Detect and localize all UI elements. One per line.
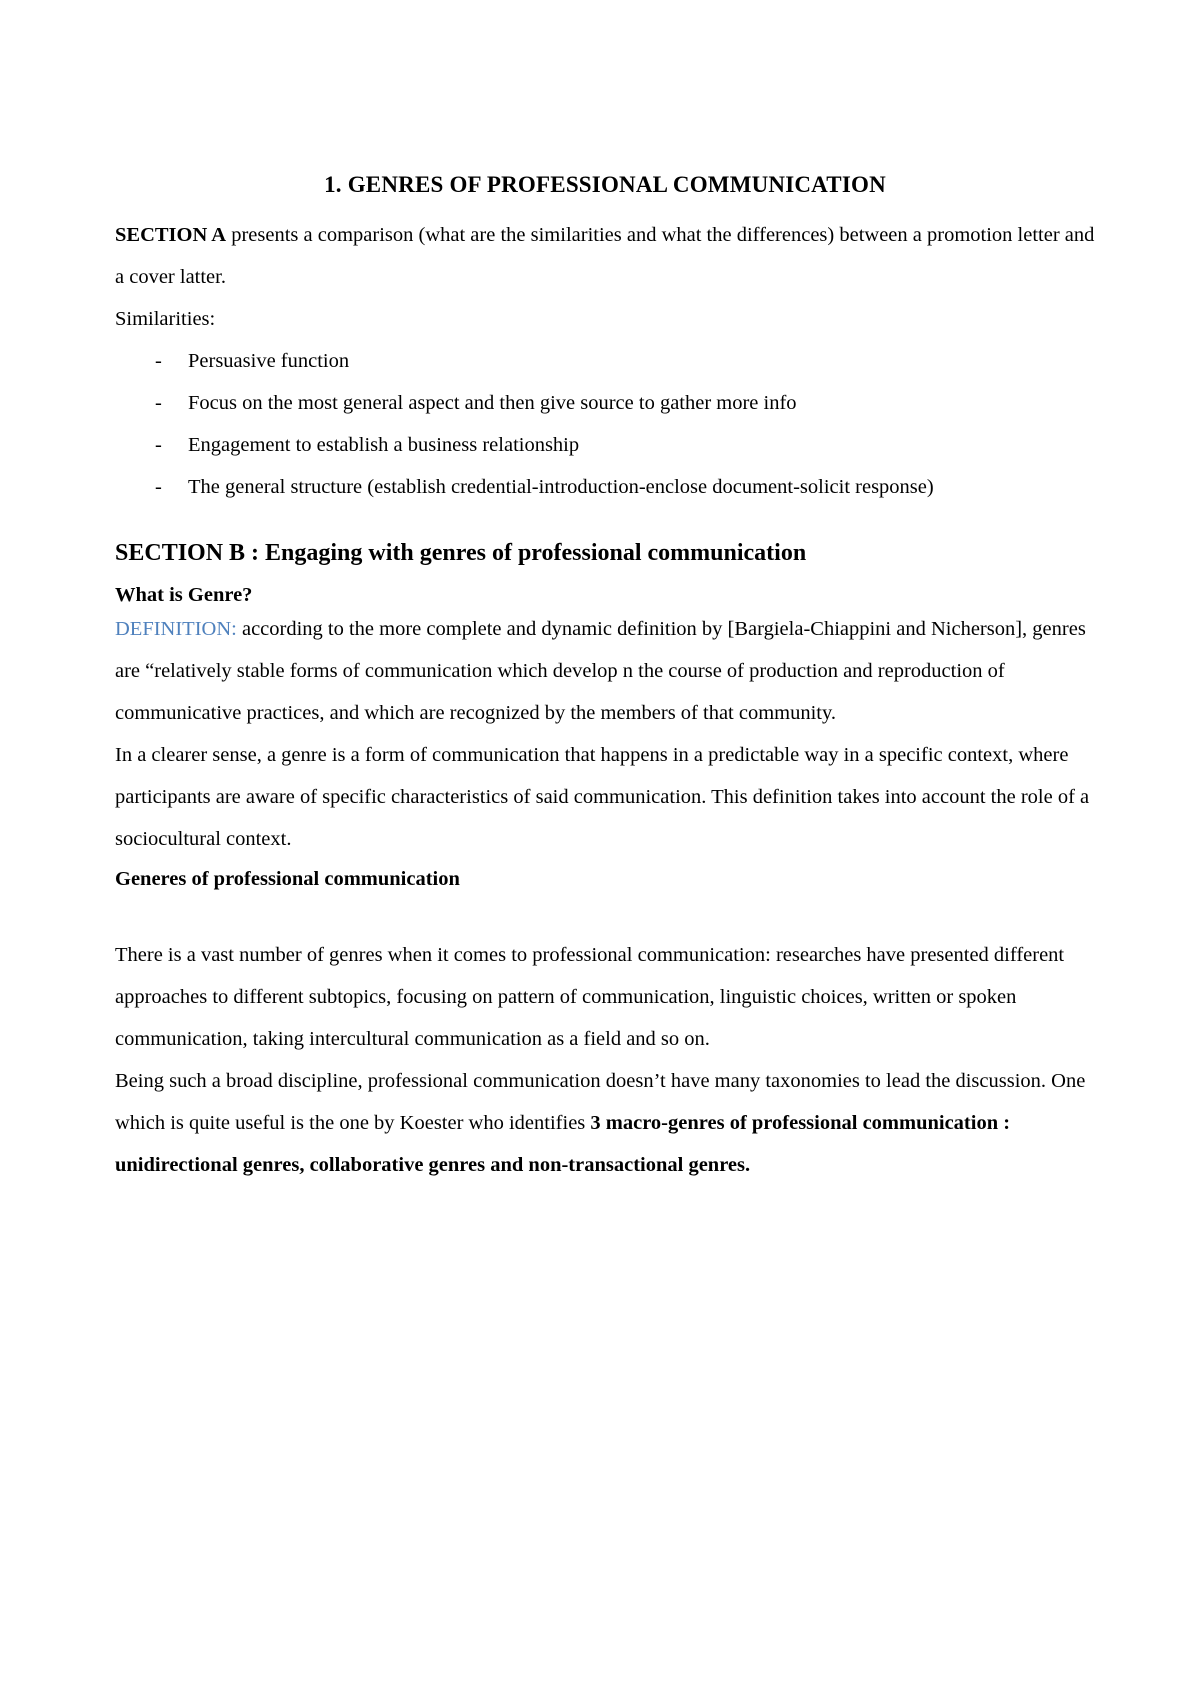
what-is-genre-heading: What is Genre? — [115, 584, 253, 606]
list-item-text: Engagement to establish a business relationship — [188, 434, 580, 456]
list-item — [115, 382, 1095, 424]
list-item — [115, 466, 1095, 508]
definition-label: DEFINITION: — [115, 618, 237, 640]
list-item-text: The general structure (establish credential-introduction-enclose document-solicit response) — [188, 476, 934, 498]
section-a-text: presents a comparison (what are the similarities and what the differences) between a promotion letter and a cover latter. — [115, 224, 1095, 288]
broad-discipline-paragraph — [115, 1060, 1095, 1186]
bullet-dash: - — [155, 392, 162, 414]
bullet-dash: - — [155, 476, 162, 498]
bullet-dash: - — [155, 434, 162, 456]
list-item-text: Focus on the most general aspect and then give source to gather more info — [188, 392, 797, 414]
clearer-sense-paragraph: In a clearer sense, a genre is a form of communication that happens in a predictable way in a specific context, where participants are aware of specific characteristics of said communication. This definition takes into account the role of a sociocultural context. — [115, 744, 1090, 850]
blank-line — [115, 892, 1095, 934]
document-title: 1. GENRES OF PROFESSIONAL COMMUNICATION — [324, 172, 886, 197]
section-b-heading: SECTION B : Engaging with genres of professional communication — [115, 540, 807, 566]
section-a-label: SECTION A — [115, 224, 227, 246]
broad-discipline-text: Being such a broad discipline, professional communication doesn’t have many taxonomies to lead the discussion. One which is quite useful is the one by Koester who identifies — [115, 1070, 1086, 1134]
macro-genres-text: 3 macro-genres of professional communication : unidirectional genres, collaborative genres and non-transactional genres. — [115, 1112, 1011, 1176]
bullet-dash: - — [155, 350, 162, 372]
definition-text: according to the more complete and dynamic definition by [Bargiela-Chiappini and Nicherson], genres are “relatively stable forms of communication which develop n the course of production and reproduction of communicative practices, and which are recognized by the members of that community. — [115, 618, 1086, 724]
definition-paragraph — [115, 608, 1095, 734]
vast-number-paragraph: There is a vast number of genres when it comes to professional communication: researches have presented different approaches to different subtopics, focusing on pattern of communication, linguistic choices, written or spoken communication, taking intercultural communication as a field and so on. — [115, 944, 1065, 1050]
generes-heading: Generes of professional communication — [115, 868, 460, 890]
list-item — [115, 424, 1095, 466]
list-item — [115, 340, 1095, 382]
section-a-paragraph — [115, 214, 1095, 298]
similarities-label: Similarities: — [115, 308, 216, 330]
list-item-text: Persuasive function — [188, 350, 350, 372]
document-content — [115, 170, 1095, 1186]
similarities-list — [115, 340, 1095, 508]
